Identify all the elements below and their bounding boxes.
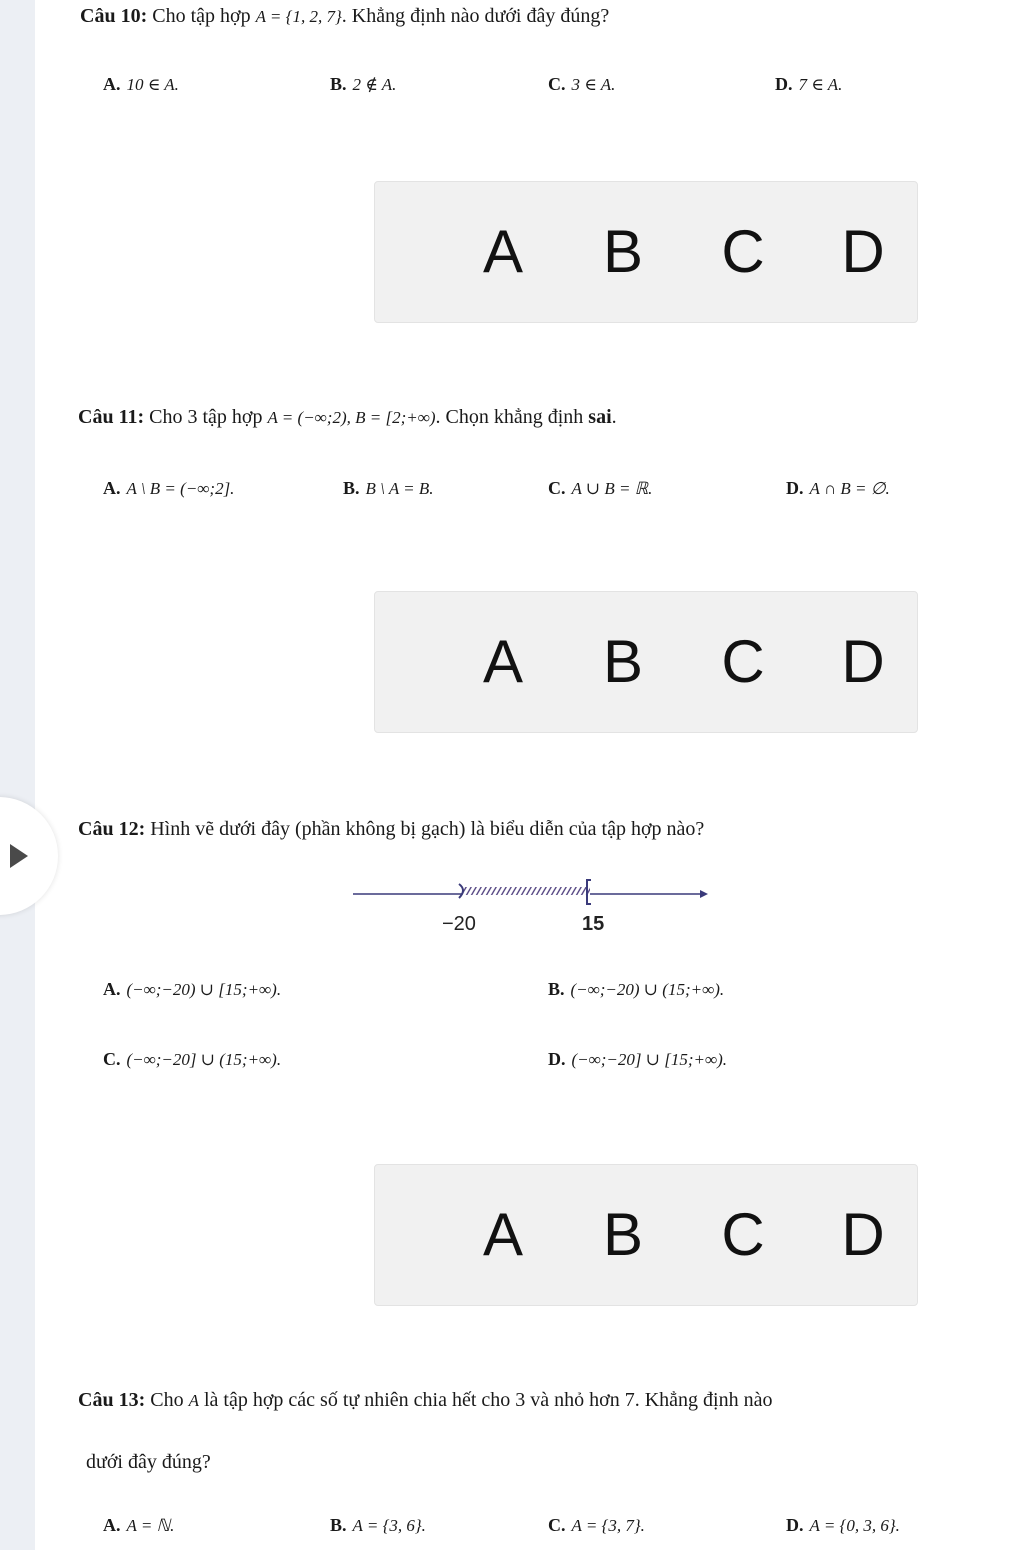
play-icon — [10, 844, 28, 868]
answer-b-button[interactable]: B — [602, 1201, 644, 1268]
answer-choices-q10 — [374, 181, 918, 323]
question-13-option-b: B. A = {3, 6}. — [330, 1515, 426, 1535]
answer-d-button[interactable]: D — [841, 218, 885, 285]
question-13-option-c: C. A = {3, 7}. — [548, 1515, 645, 1535]
question-11-option-b: B. B \ A = B. — [343, 478, 434, 498]
numberline-right-label: 15 — [582, 913, 605, 935]
question-10-label: Câu 10: — [80, 5, 148, 27]
answer-a-button[interactable]: A — [482, 1201, 524, 1268]
answer-c-button[interactable]: C — [721, 628, 765, 695]
open-bracket-left — [459, 884, 463, 898]
answer-d-button[interactable]: D — [841, 1201, 885, 1268]
question-12-option-a: A. (−∞;−20) ∪ [15;+∞). — [103, 979, 282, 999]
question-10-option-d: D. 7 ∈ A. — [775, 74, 843, 94]
question-11-text: Câu 11: Cho 3 tập hợp A = (−∞;2), B = [2;+∞). Chọn khẳng định sai. — [78, 406, 617, 428]
question-12-option-d: D. (−∞;−20] ∪ [15;+∞). — [548, 1049, 728, 1069]
question-10-math: A = {1, 2, 7} — [255, 7, 342, 26]
answer-a-button[interactable]: A — [482, 628, 524, 695]
axis-arrow-icon — [700, 890, 708, 898]
question-12-option-b: B. (−∞;−20) ∪ (15;+∞). — [548, 979, 725, 999]
answer-b-button[interactable]: B — [602, 218, 644, 285]
side-play-tab[interactable] — [0, 797, 58, 915]
question-10-option-b: B. 2 ∉ A. — [330, 74, 397, 94]
question-11-option-d: D. A ∩ B = ∅. — [786, 478, 890, 498]
question-12-option-c: C. (−∞;−20] ∪ (15;+∞). — [103, 1049, 282, 1069]
question-13-option-d: D. A = {0, 3, 6}. — [786, 1515, 900, 1535]
question-13-text-line2: dưới đây đúng? — [86, 1451, 211, 1473]
question-13-label: Câu 13: — [78, 1389, 146, 1411]
answer-choices-q12 — [374, 1164, 918, 1306]
answer-c-button[interactable]: C — [721, 1201, 765, 1268]
numberline-left-label: −20 — [442, 913, 476, 935]
question-11-option-c: C. A ∪ B = ℝ. — [548, 478, 653, 498]
answer-d-button[interactable]: D — [841, 628, 885, 695]
question-11-label: Câu 11: — [78, 406, 145, 428]
question-10-text: Câu 10: Cho tập hợp A = {1, 2, 7}. Khẳng định nào dưới đây đúng? — [80, 5, 610, 27]
answer-b-button[interactable]: B — [602, 628, 644, 695]
answer-c-button[interactable]: C — [721, 218, 765, 285]
question-11-option-a: A. A \ B = (−∞;2]. — [103, 478, 235, 498]
question-10-option-c: C. 3 ∈ A. — [548, 74, 616, 94]
answer-a-button[interactable]: A — [482, 218, 524, 285]
hatched-region — [462, 887, 590, 895]
number-line-figure — [350, 870, 720, 940]
question-12-label: Câu 12: — [78, 818, 146, 840]
answer-choices-q11 — [374, 591, 918, 733]
question-11-math: A = (−∞;2), B = [2;+∞) — [267, 408, 436, 427]
question-10-option-a: A. 10 ∈ A. — [103, 74, 179, 94]
left-panel-strip — [0, 0, 35, 1550]
question-13-text: Câu 13: Cho A là tập hợp các số tự nhiên chia hết cho 3 và nhỏ hơn 7. Khẳng định nào — [78, 1389, 773, 1411]
question-12-text: Câu 12: Hình vẽ dưới đây (phần không bị gạch) là biểu diễn của tập hợp nào? — [78, 818, 705, 840]
question-13-option-a: A. A = ℕ. — [103, 1515, 175, 1535]
